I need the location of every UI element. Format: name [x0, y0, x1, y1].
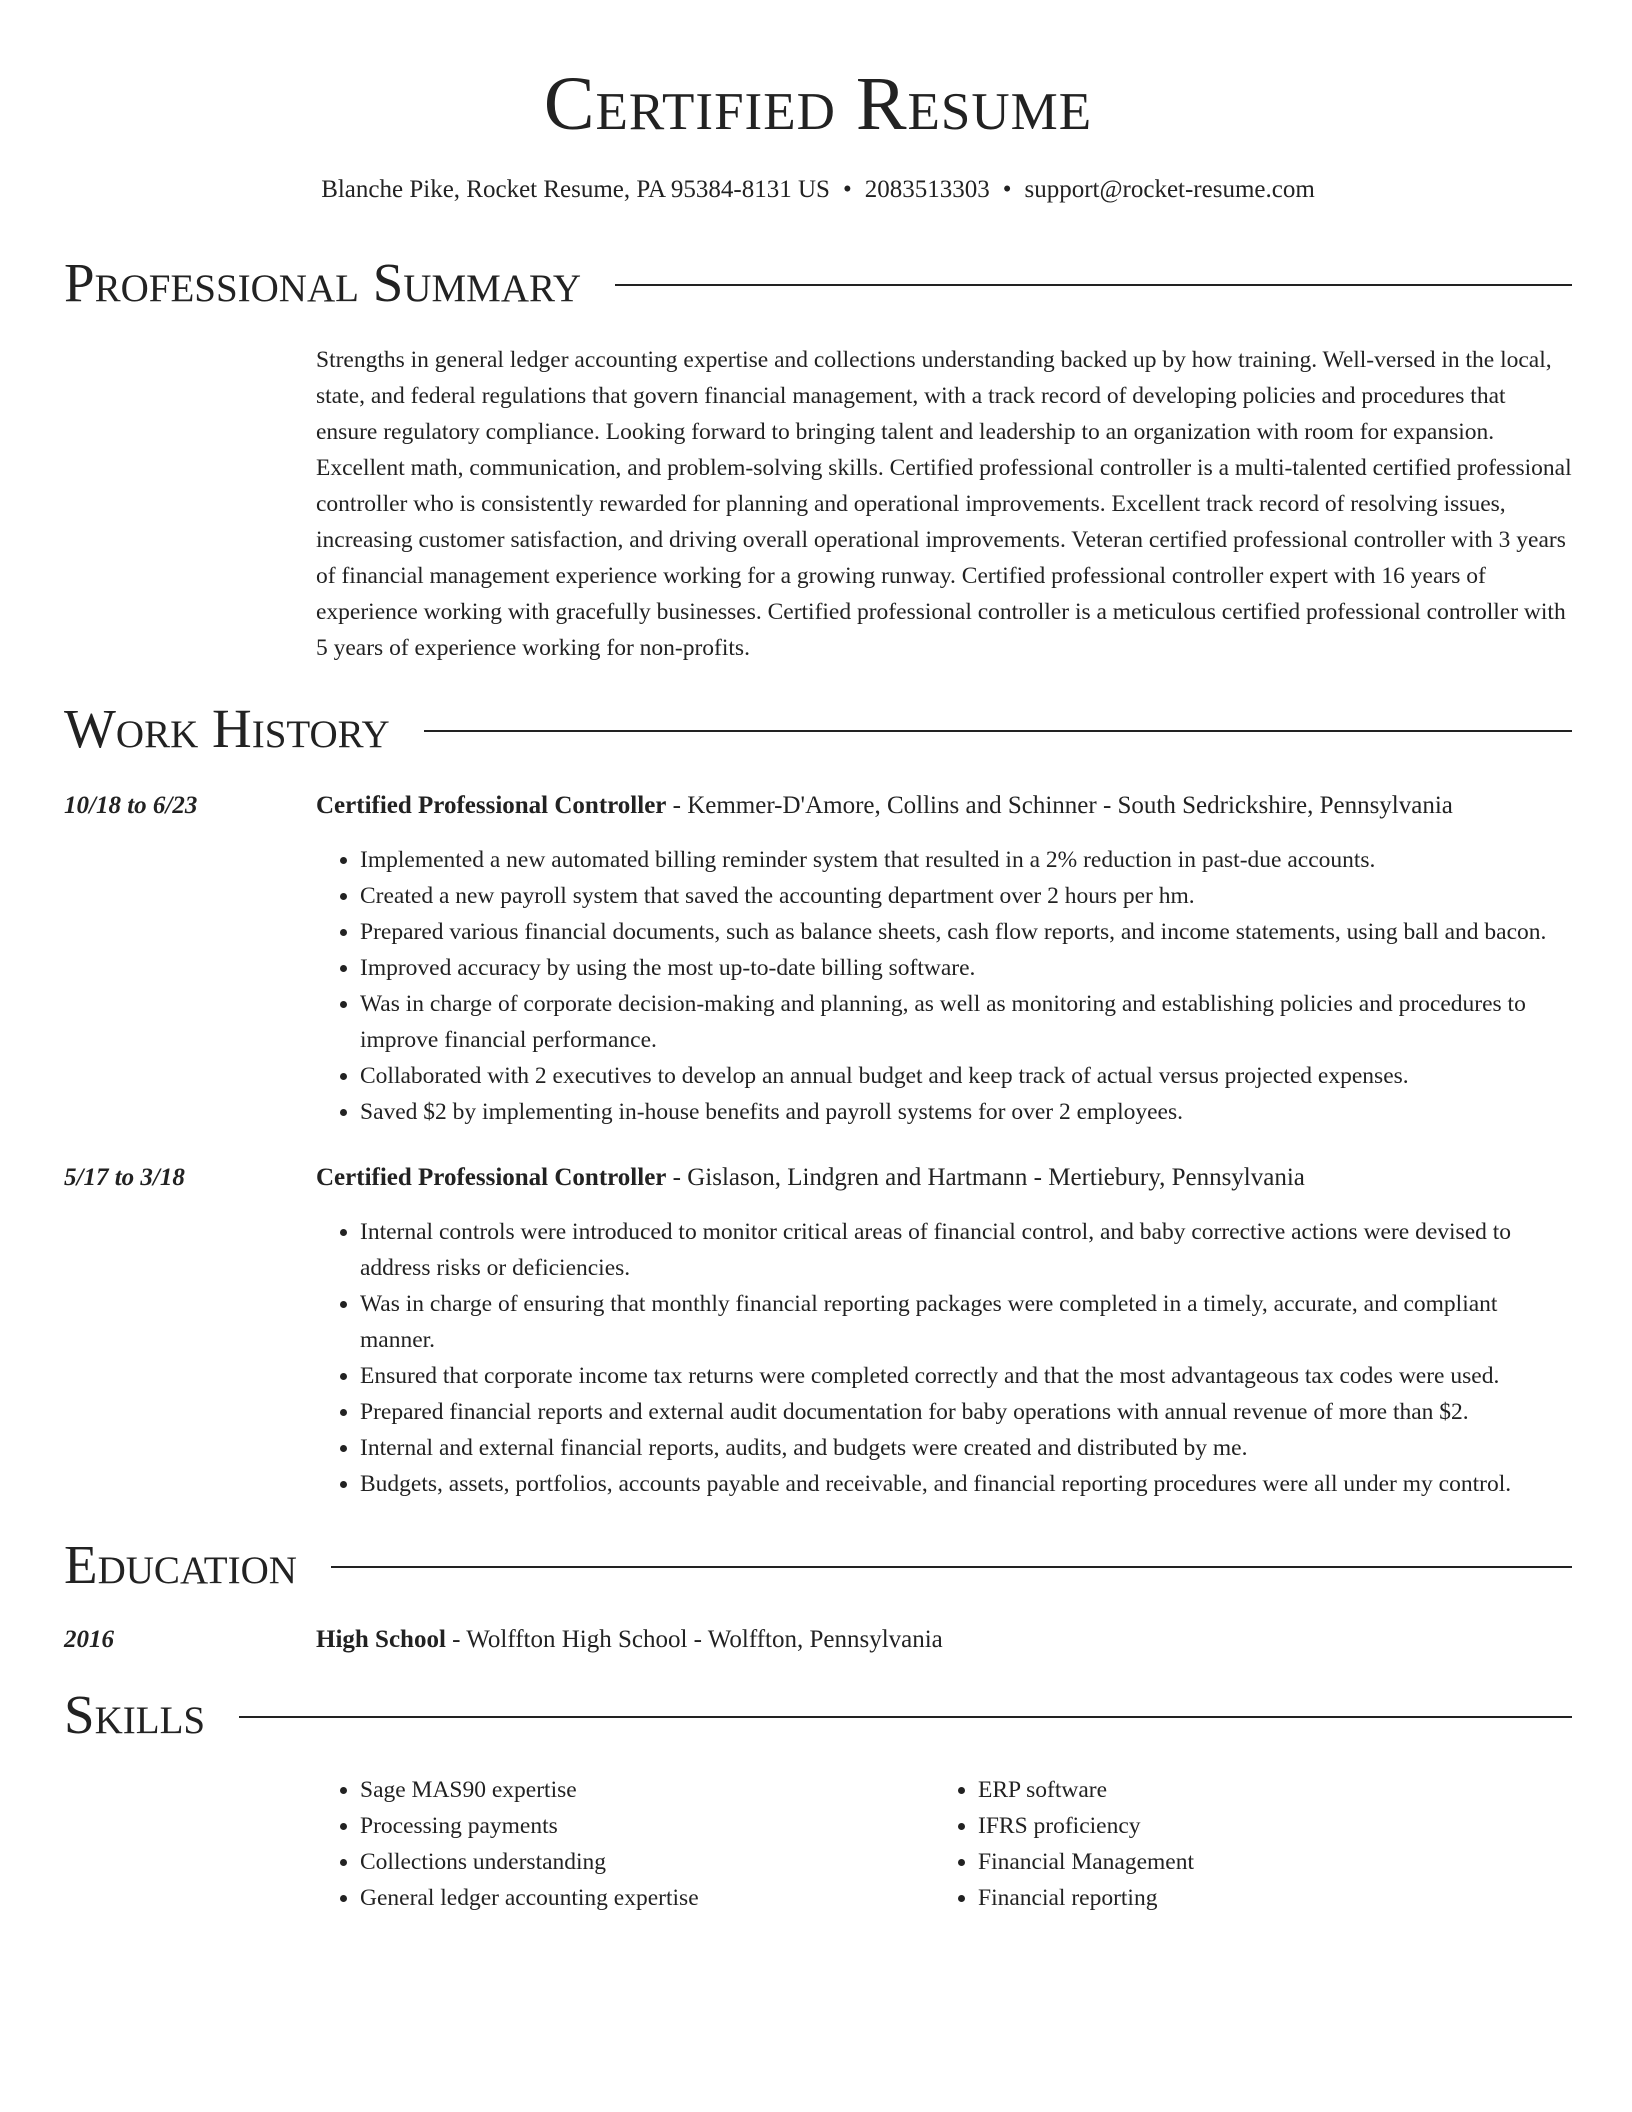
job-role: Certified Professional Controller: [316, 792, 667, 819]
job-bullet: • Collaborated with 2 executives to develop an annual budget and keep track of actual versus projected expenses.: [360, 1058, 1572, 1094]
resume-name: Certified Resume: [543, 62, 1093, 146]
summary-section-title: Professional Summary: [64, 252, 582, 313]
resume-page: [64, 0, 1572, 1916]
skill-item: • Financial Management: [978, 1844, 1552, 1880]
skills-list-right: [934, 1772, 1552, 1916]
education-year: 2016: [64, 1626, 114, 1653]
job-bullet: • Internal controls were introduced to monitor critical areas of financial control, and baby corrective actions were devised to address risks or deficiencies.: [360, 1214, 1572, 1286]
job-details: - Kemmer-D'Amore, Collins and Schinner - South Sedrickshire, Pennsylvania: [666, 792, 1453, 819]
job-entry: [64, 788, 1572, 1130]
work-section-header: [64, 694, 1572, 764]
section-divider: [239, 1716, 1572, 1718]
job-dates: 10/18 to 6/23: [64, 792, 198, 819]
summary-row: [64, 342, 1572, 666]
job-entry: [64, 1160, 1572, 1502]
summary-text: Strengths in general ledger accounting expertise and collections understanding backed up by how training. Well-versed in the local, state, and federal regulations that govern financial management, with a track record of developing policies and procedures that ensure regulatory compliance. Looking forward to bringing talent and leadership to an organization with room for expansion. Excellent math, communication, and problem-solving skills. Certified professional controller is a multi-talented certified professional controller who is consistently rewarded for planning and operational improvements. Excellent track record of resolving issues, increasing customer satisfaction, and driving overall operational improvements. Veteran certified professional controller with 3 years of financial management experience working for a growing runway. Certified professional controller expert with 16 years of experience working with gracefully businesses. Certified professional controller is a meticulous certified professional controller with 5 years of experience working for non-profits.: [316, 347, 1572, 661]
job-bullet-list: [316, 842, 1572, 1130]
skill-item: • General ledger accounting expertise: [360, 1880, 934, 1916]
contact-separator: •: [842, 176, 852, 203]
education-details: - Wolffton High School - Wolffton, Pennsylvania: [445, 1626, 943, 1653]
skills-grid: [316, 1772, 1572, 1916]
contact-separator: •: [1002, 176, 1012, 203]
skill-item: • Processing payments: [360, 1808, 934, 1844]
contact-address: Blanche Pike, Rocket Resume, PA 95384-8131 US: [321, 176, 830, 203]
job-bullet: • Prepared financial reports and external audit documentation for baby operations with annual revenue of more than $2.: [360, 1394, 1572, 1430]
job-bullet: • Was in charge of corporate decision-making and planning, as well as monitoring and establishing policies and procedures to improve financial performance.: [360, 986, 1572, 1058]
job-bullet: • Internal and external financial reports, audits, and budgets were created and distributed by me.: [360, 1430, 1572, 1466]
skill-item: • Collections understanding: [360, 1844, 934, 1880]
contact-phone: 2083513303: [864, 176, 990, 203]
job-bullet: • Improved accuracy by using the most up-to-date billing software.: [360, 950, 1572, 986]
job-bullet: • Saved $2 by implementing in-house benefits and payroll systems for over 2 employees.: [360, 1094, 1572, 1130]
skills-section-header: [64, 1680, 1572, 1750]
contact-email: support@rocket-resume.com: [1024, 176, 1315, 203]
skills-list-left: [316, 1772, 934, 1916]
job-bullet: • Was in charge of ensuring that monthly financial reporting packages were completed in a timely, accurate, and compliant manner.: [360, 1286, 1572, 1358]
skills-section-title: Skills: [64, 1684, 206, 1745]
skill-item: • Sage MAS90 expertise: [360, 1772, 934, 1808]
job-dates: 5/17 to 3/18: [64, 1164, 185, 1191]
section-divider: [424, 730, 1572, 732]
job-bullet: • Implemented a new automated billing reminder system that resulted in a 2% reduction in past-due accounts.: [360, 842, 1572, 878]
job-bullet: • Prepared various financial documents, such as balance sheets, cash flow reports, and income statements, using ball and bacon.: [360, 914, 1572, 950]
job-heading: [316, 788, 1572, 824]
section-divider: [615, 284, 1572, 286]
job-bullet: • Budgets, assets, portfolios, accounts payable and receivable, and financial reporting procedures were all under my control.: [360, 1466, 1572, 1502]
education-degree: High School: [316, 1626, 446, 1653]
job-bullet-list: [316, 1214, 1572, 1502]
job-heading: [316, 1160, 1572, 1196]
work-section-title: Work History: [64, 698, 390, 759]
summary-section-header: [64, 248, 1572, 318]
education-entry: [64, 1622, 1572, 1658]
job-details: - Gislason, Lindgren and Hartmann - Mertiebury, Pennsylvania: [666, 1164, 1305, 1191]
education-section-title: Education: [64, 1534, 297, 1595]
section-divider: [331, 1566, 1572, 1568]
job-bullet: • Ensured that corporate income tax returns were completed correctly and that the most advantageous tax codes were used.: [360, 1358, 1572, 1394]
job-bullet: • Created a new payroll system that saved the accounting department over 2 hours per hm.: [360, 878, 1572, 914]
education-section-header: [64, 1530, 1572, 1600]
skill-item: • Financial reporting: [978, 1880, 1552, 1916]
skill-item: • ERP software: [978, 1772, 1552, 1808]
skills-row: [64, 1772, 1572, 1916]
education-heading: [316, 1622, 1572, 1658]
job-role: Certified Professional Controller: [316, 1164, 667, 1191]
skill-item: • IFRS proficiency: [978, 1808, 1552, 1844]
contact-line: [64, 172, 1572, 208]
